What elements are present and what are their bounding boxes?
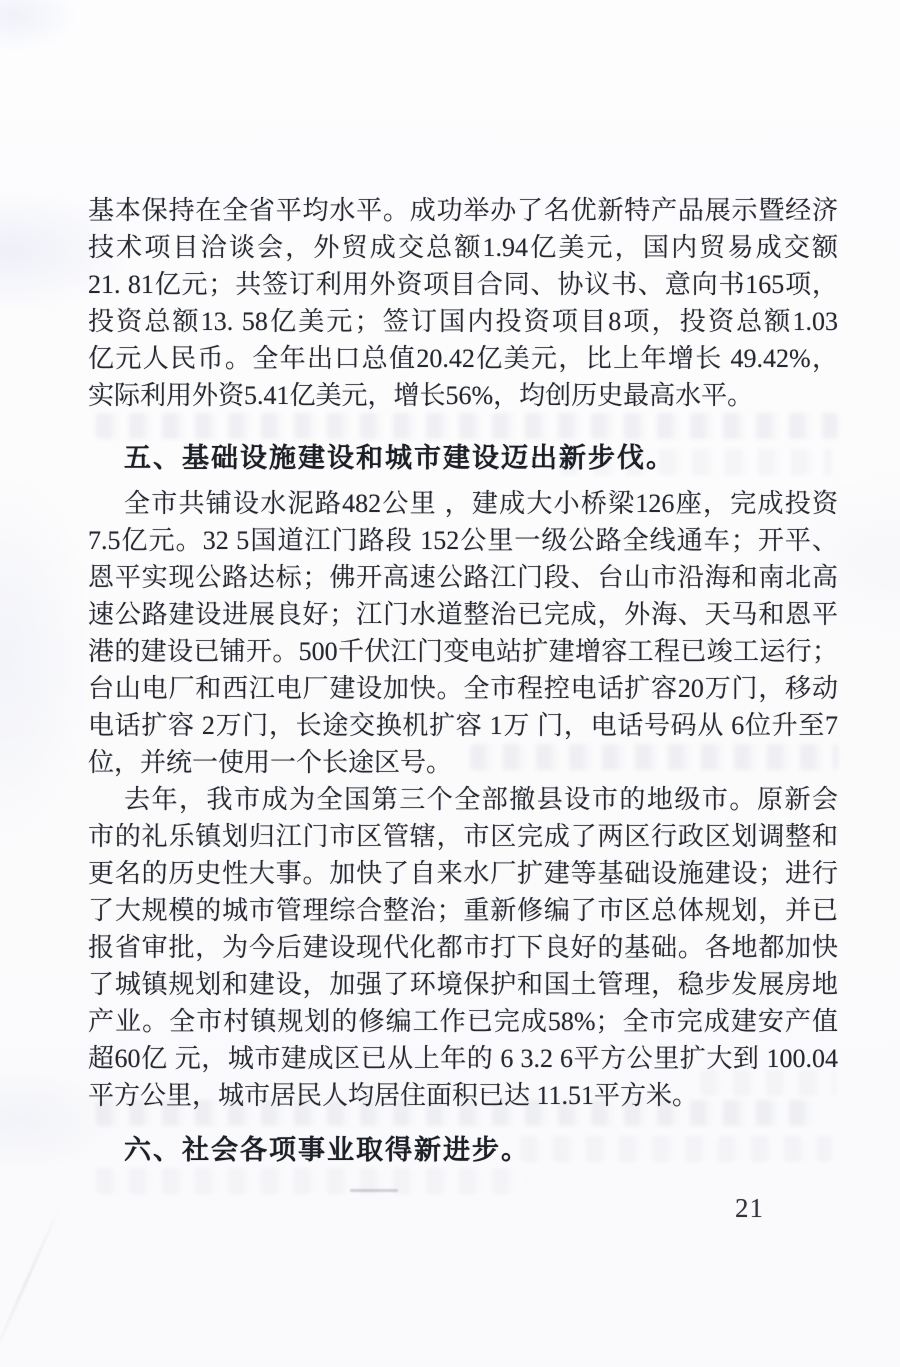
text-line: 投资总额13. 58亿美元；签订国内投资项目8项，投资总额1.03 [88,307,838,336]
page-body [88,192,838,1169]
text-line: 实际利用外资5.41亿美元，增长56%，均创历史最高水平。 [88,381,754,410]
section-heading-social-progress: 六、社会各项事业取得新进步。 [124,1135,530,1165]
page-number: 21 [735,1193,764,1223]
pencil-mark-artifact [350,1189,398,1192]
text-line: 21. 81亿元；共签订利用外资项目合同、协议书、意向书165项， [88,270,838,299]
text-line: 去年，我市成为全国第三个全部撤县设市的地级市。原新会 [124,785,838,814]
text-line: 基本保持在全省平均水平。成功举办了名优新特产品展示暨经济 [88,196,838,225]
fold-crease-artifact [0,1202,62,1358]
text-line: 产业。全市村镇规划的修编工作已完成58%；全市完成建安产值 [88,1007,838,1036]
text-line: 港的建设已铺开。500千伏江门变电站扩建增容工程已竣工运行； [88,637,838,666]
text-line: 更名的历史性大事。加快了自来水厂扩建等基础设施建设；进行 [88,859,838,888]
bleed-through-artifact [96,1168,526,1194]
section-heading-infrastructure: 五、基础设施建设和城市建设迈出新步伐。 [124,443,675,473]
text-line: 台山电厂和西江电厂建设加快。全市程控电话扩容20万门，移动 [88,674,838,703]
text-line: 市的礼乐镇划归江门市区管辖，市区完成了两区行政区划调整和 [88,822,838,851]
paragraph-infrastructure [88,485,838,781]
paragraph-trade-investment [88,192,838,414]
text-line: 速公路建设进展良好；江门水道整治已完成，外海、天马和恩平 [88,600,838,629]
text-line: 全市共铺设水泥路482公里 ，建成大小桥梁126座，完成投资 [124,489,838,518]
text-line: 超60亿 元，城市建成区已从上年的 6 3.2 6平方公里扩大到 100.04 [88,1044,838,1073]
text-line: 了城镇规划和建设，加强了环境保护和国土管理，稳步发展房地 [88,970,838,999]
text-line: 恩平实现公路达标；佛开高速公路江门段、台山市沿海和南北高 [88,563,838,592]
paragraph-urban-construction [88,781,838,1114]
text-line: 技术项目洽谈会，外贸成交总额1.94亿美元，国内贸易成交额 [88,233,838,262]
text-line: 电话扩容 2万门，长途交换机扩容 1万 门，电话号码从 6位升至7 [88,711,838,740]
text-line: 7.5亿元。32 5国道江门路段 152公里一级公路全线通车；开平、 [88,526,838,555]
text-line: 位，并统一使用一个长途区号。 [88,748,453,777]
text-line: 了大规模的城市管理综合整治；重新修编了市区总体规划，并已 [88,896,838,925]
text-line: 亿元人民币。全年出口总值20.42亿美元，比上年增长 49.42%， [88,344,838,373]
text-line: 报省审批，为今后建设现代化都市打下良好的基础。各地都加快 [88,933,838,962]
text-line: 平方公里，城市居民人均居住面积已达 11.51平方米。 [88,1081,699,1110]
